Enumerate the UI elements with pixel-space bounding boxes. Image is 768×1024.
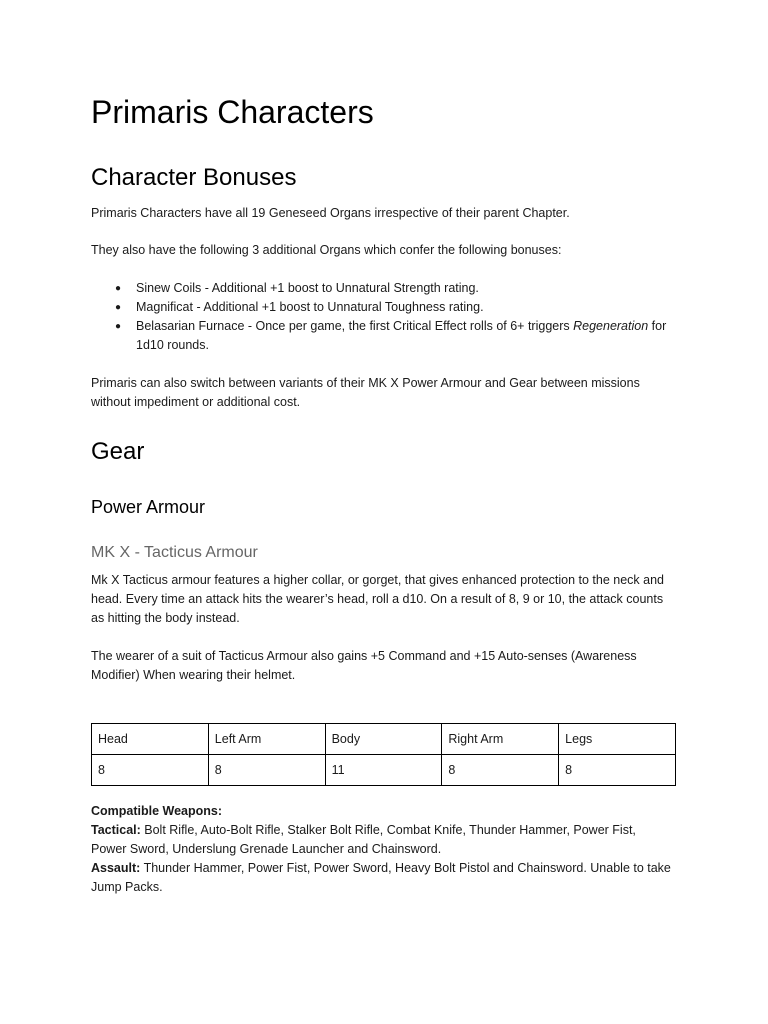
table-cell: Right Arm <box>442 724 559 755</box>
bonuses-intro-paragraph: Primaris Characters have all 19 Geneseed Organs irrespective of their parent Chapter. <box>91 206 570 220</box>
compatible-weapons-block <box>91 802 671 897</box>
tactical-weapons-line <box>91 821 671 859</box>
bonuses-additional-paragraph: They also have the following 3 additional Organs which confer the following bonuses: <box>91 243 562 257</box>
tactical-weapons-text: Bolt Rifle, Auto-Bolt Rifle, Stalker Bolt Rifle, Combat Knife, Thunder Hammer, Power Fist, Power Sword, Underslung Grenade Launcher and Chainsword. <box>91 823 636 856</box>
switch-variants-paragraph: Primaris can also switch between variants of their MK X Power Armour and Gear between missions without impediment or additional cost. <box>91 376 640 409</box>
character-bonuses-heading: Character Bonuses <box>91 164 297 191</box>
list-item <box>91 298 681 317</box>
table-cell: Head <box>92 724 209 755</box>
gear-heading: Gear <box>91 438 145 465</box>
table-row <box>92 755 676 786</box>
bullet-icon: ● <box>115 283 122 294</box>
page-title: Primaris Characters <box>91 94 374 130</box>
power-armour-heading: Power Armour <box>91 497 206 517</box>
list-item <box>91 279 681 298</box>
armour-values-table <box>91 723 676 786</box>
table-cell: 8 <box>559 755 676 786</box>
table-header-row <box>92 724 676 755</box>
table-cell: 8 <box>92 755 209 786</box>
compatible-weapons-heading: Compatible Weapons: <box>91 804 223 818</box>
bullet-icon: ● <box>115 321 122 332</box>
table-cell: Legs <box>559 724 676 755</box>
furnace-text-suffix: for 1d10 rounds. <box>136 319 667 352</box>
furnace-text-prefix: Belasarian Furnace - Once per game, the first Critical Effect rolls of 6+ triggers <box>136 319 574 333</box>
table-cell: 11 <box>325 755 442 786</box>
regeneration-term: Regeneration <box>573 319 649 333</box>
assault-weapons-line <box>91 859 671 897</box>
assault-weapons-text: Thunder Hammer, Power Fist, Power Sword, Heavy Bolt Pistol and Chainsword. Unable to take Jump Packs. <box>91 861 671 894</box>
table-cell: Left Arm <box>208 724 325 755</box>
organ-bonus-list <box>91 279 681 355</box>
magnificat-text: Magnificat - Additional +1 boost to Unnatural Toughness rating. <box>136 300 484 314</box>
assault-label: Assault: <box>91 861 141 875</box>
list-item <box>91 317 681 355</box>
bullet-icon: ● <box>115 302 122 313</box>
tactical-label: Tactical: <box>91 823 141 837</box>
tacticus-description: Mk X Tacticus armour features a higher collar, or gorget, that gives enhanced protection to the neck and head. Every time an attack hits the wearer’s head, roll a d10. On a result of 8, 9 or 10, the attack counts as hitting the body instead. <box>91 573 665 625</box>
tacticus-armour-heading: MK X - Tacticus Armour <box>91 544 258 561</box>
sinew-coils-text: Sinew Coils - Additional +1 boost to Unnatural Strength rating. <box>136 281 479 295</box>
table-cell: 8 <box>208 755 325 786</box>
tacticus-bonus-description: The wearer of a suit of Tacticus Armour also gains +5 Command and +15 Auto-senses (Awareness Modifier) When wearing their helmet. <box>91 649 637 682</box>
table-cell: 8 <box>442 755 559 786</box>
table-cell: Body <box>325 724 442 755</box>
